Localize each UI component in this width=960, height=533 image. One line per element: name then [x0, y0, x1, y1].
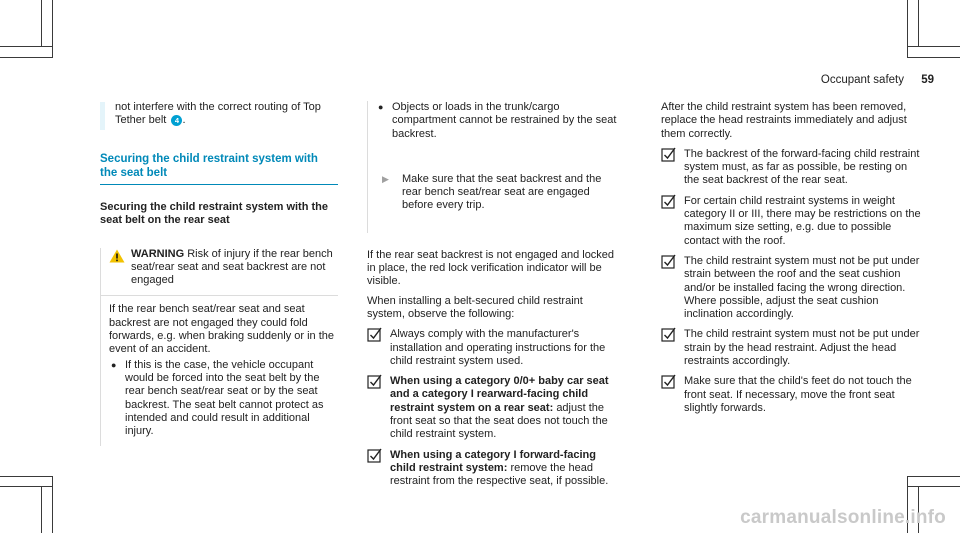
crop-mark-bl-h2: [0, 476, 53, 477]
continued-text-end: .: [182, 114, 186, 127]
checklist-text: For certain child restraint systems in weight category II or III, there may be restrictions on the maximum size setting, e.g. due to possible contact with the roof.: [684, 194, 921, 247]
checklist-text: The child restraint system must not be put under strain between the roof and the seat cushion and/or be installed facing the wrong direction. Where possible, adjust the seat cushion inclination accordingly.: [684, 254, 920, 321]
column-right: [661, 101, 923, 415]
checklist-bold: When using a category I forward-facing child restraint system:: [390, 448, 596, 474]
column-left: [100, 101, 338, 446]
warning-bullet-text: If this is the case, the vehicle occupant would be forced into the seat belt by the rear bench seat/rear seat or by the seat backrest. The seat belt cannot protect as intended and could result in additional injury.: [125, 358, 324, 438]
crop-mark-tr-h2: [907, 57, 960, 58]
crop-mark-tl-h2: [0, 57, 53, 58]
crop-mark-bl-v: [41, 486, 42, 533]
crop-mark-br-h: [908, 486, 960, 487]
checkbox-tick-icon: [661, 374, 676, 389]
warning-body: [101, 295, 338, 446]
watermark[interactable]: carmanualsonline.info: [740, 507, 946, 528]
checkbox-tick-icon: [367, 374, 382, 389]
warning-title: Risk of injury if the rear bench seat/rear seat and seat backrest are not engaged: [131, 247, 333, 287]
checklist-text: [390, 449, 617, 489]
crop-mark-bl-h: [0, 486, 52, 487]
checklist-text: The child restraint system must not be put under strain by the head restraint. Adjust the head restraints accordingly.: [684, 328, 920, 368]
crop-mark-tl-v2: [52, 0, 53, 57]
warning-bullet-text: Objects or loads in the trunk/cargo compartment cannot be restrained by the seat backrest.: [392, 101, 617, 140]
checklist-text: [390, 375, 617, 441]
warning-box-continued: [367, 101, 617, 233]
bullet-icon: ●: [111, 359, 117, 370]
crop-mark-tl-v: [41, 0, 42, 47]
info-box: [376, 165, 617, 223]
checklist-bold: When using a category 0/0+ baby car seat and a category I rearward-facing child restraint system on a rear seat:: [390, 375, 609, 414]
bullet-icon: ●: [378, 102, 384, 112]
checkbox-tick-icon: [661, 194, 676, 209]
checklist-item: [367, 449, 617, 489]
checkbox-tick-icon: [367, 327, 382, 342]
checklist-item: [661, 255, 923, 321]
checkbox-tick-icon: [661, 327, 676, 342]
checklist-text: Make sure that the child's feet do not touch the front seat. If necessary, move the front seat slightly forwards.: [684, 375, 912, 414]
checkbox-tick-icon: [661, 254, 676, 269]
continued-text-body: not interfere with the correct routing of Top Tether belt: [115, 101, 321, 127]
warning-triangle-icon: [109, 249, 125, 263]
warning-bullet: [376, 101, 617, 141]
warning-box: [100, 248, 338, 447]
checklist-item: [661, 195, 923, 248]
paragraph: When installing a belt-secured child restraint system, observe the following:: [367, 294, 583, 320]
checklist-item: [367, 375, 617, 441]
crop-mark-bl-v2: [52, 476, 53, 533]
continued-text: [100, 101, 338, 128]
warning-title-text: [131, 248, 338, 288]
checklist-item: [367, 328, 617, 368]
checklist-item: [661, 148, 923, 188]
callout-number-badge: 4: [171, 115, 182, 126]
warning-bullet: [109, 359, 338, 439]
warning-header: [101, 248, 338, 296]
column-middle: [367, 101, 617, 489]
checklist-text: The backrest of the forward-facing child restraint system must, as far as possible, be resting on the seat backrest of the rear seat.: [684, 147, 920, 187]
info-text: Make sure that the seat backrest and the rear bench seat/rear seat are engaged before every trip.: [402, 172, 602, 212]
page-header: [821, 74, 934, 86]
subsection-heading: Securing the child restraint system with the seat belt on the rear seat: [100, 200, 328, 227]
warning-paragraph: If the rear bench seat/rear seat and seat backrest are not engaged they could fold forwards, e.g. when braking suddenly or in the event of an accident.: [109, 303, 335, 356]
checkbox-tick-icon: [367, 448, 382, 463]
checklist-rest: adjust the front seat so that the seat does not touch the child restraint system.: [390, 401, 608, 441]
play-arrow-icon: ▶: [382, 173, 389, 184]
crop-mark-tr-v: [918, 0, 919, 47]
crop-mark-tl-h: [0, 46, 52, 47]
warning-label: WARNING: [131, 247, 185, 260]
crop-mark-br-h2: [907, 476, 960, 477]
section-heading: Securing the child restraint system with the seat belt: [100, 152, 338, 185]
checkbox-tick-icon: [661, 147, 676, 162]
paragraph: After the child restraint system has been removed, replace the head restraints immediately and adjust them correctly.: [661, 101, 907, 140]
checklist-item: [661, 375, 923, 415]
paragraph: If the rear seat backrest is not engaged and locked in place, the red lock verification indicator will be visible.: [367, 248, 615, 288]
section-title: Occupant safety: [820, 74, 904, 86]
crop-mark-tr-v2: [907, 0, 908, 58]
page-number: 59: [921, 74, 934, 86]
checklist-item: [661, 328, 923, 368]
checklist-text: Always comply with the manufacturer's installation and operating instructions for the child restraint system used.: [390, 328, 606, 367]
crop-mark-tr-h: [908, 46, 960, 47]
checklist-rest: remove the head restraint from the respective seat, if possible.: [390, 461, 609, 488]
